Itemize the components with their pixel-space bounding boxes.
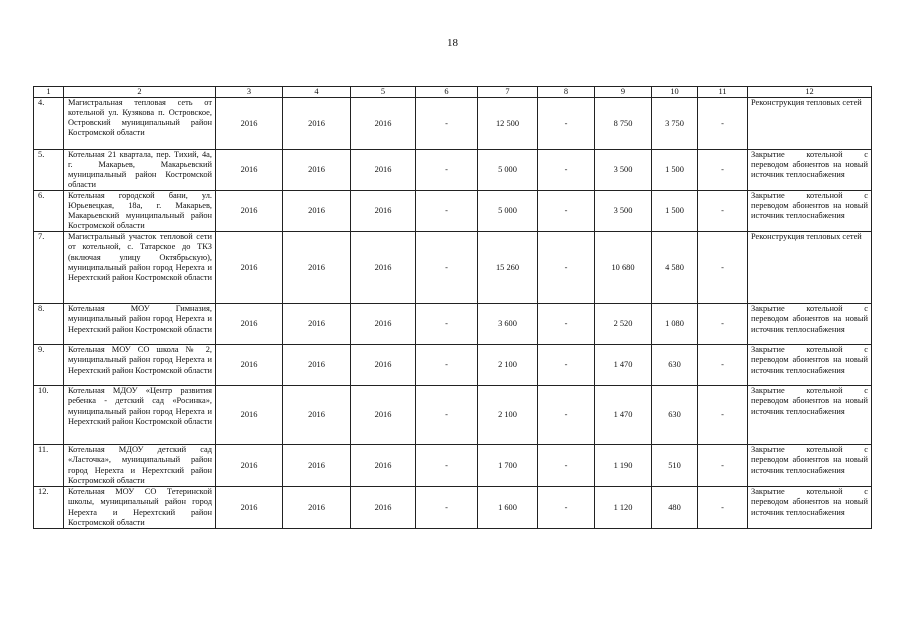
cell-c8: - bbox=[538, 445, 595, 487]
cell-c10: 3 750 bbox=[652, 98, 698, 150]
program-table bbox=[33, 86, 872, 529]
row-number: 11. bbox=[34, 445, 64, 487]
cell-c4: 2016 bbox=[283, 487, 351, 529]
cell-c6: - bbox=[416, 487, 478, 529]
cell-c6: - bbox=[416, 98, 478, 150]
cell-c7: 2 100 bbox=[478, 386, 538, 445]
cell-c4: 2016 bbox=[283, 304, 351, 345]
cell-c10: 510 bbox=[652, 445, 698, 487]
cell-c6: - bbox=[416, 191, 478, 232]
cell-c3: 2016 bbox=[216, 304, 283, 345]
cell-c7: 5 000 bbox=[478, 191, 538, 232]
cell-c5: 2016 bbox=[351, 445, 416, 487]
column-header-1: 1 bbox=[34, 87, 64, 98]
object-name: Котельная МОУ Гимназия, муниципальный район город Нерехта и Нерехтский район Костромской области bbox=[64, 304, 216, 345]
cell-c6: - bbox=[416, 304, 478, 345]
cell-c9: 1 470 bbox=[595, 386, 652, 445]
column-header-11: 11 bbox=[698, 87, 748, 98]
cell-c5: 2016 bbox=[351, 98, 416, 150]
column-header-3: 3 bbox=[216, 87, 283, 98]
cell-c8: - bbox=[538, 345, 595, 386]
table-row bbox=[34, 150, 872, 191]
cell-c11: - bbox=[698, 98, 748, 150]
cell-c9: 1 120 bbox=[595, 487, 652, 529]
cell-c11: - bbox=[698, 487, 748, 529]
measure-description: Закрытие котельной с переводом абонентов на новый источник теплоснабжения bbox=[748, 191, 872, 232]
cell-c9: 10 680 bbox=[595, 232, 652, 304]
cell-c11: - bbox=[698, 191, 748, 232]
cell-c4: 2016 bbox=[283, 191, 351, 232]
cell-c7: 1 600 bbox=[478, 487, 538, 529]
column-header-4: 4 bbox=[283, 87, 351, 98]
row-number: 7. bbox=[34, 232, 64, 304]
cell-c8: - bbox=[538, 386, 595, 445]
page-number: 18 bbox=[447, 37, 458, 49]
table-row bbox=[34, 304, 872, 345]
cell-c11: - bbox=[698, 445, 748, 487]
cell-c8: - bbox=[538, 191, 595, 232]
cell-c9: 2 520 bbox=[595, 304, 652, 345]
measure-description: Реконструкция тепловых сетей bbox=[748, 98, 872, 150]
cell-c11: - bbox=[698, 345, 748, 386]
table-row bbox=[34, 445, 872, 487]
row-number: 4. bbox=[34, 98, 64, 150]
cell-c11: - bbox=[698, 386, 748, 445]
row-number: 10. bbox=[34, 386, 64, 445]
cell-c9: 8 750 bbox=[595, 98, 652, 150]
cell-c5: 2016 bbox=[351, 487, 416, 529]
table-row bbox=[34, 345, 872, 386]
cell-c11: - bbox=[698, 232, 748, 304]
cell-c7: 2 100 bbox=[478, 345, 538, 386]
cell-c7: 5 000 bbox=[478, 150, 538, 191]
cell-c5: 2016 bbox=[351, 304, 416, 345]
cell-c9: 1 190 bbox=[595, 445, 652, 487]
row-number: 8. bbox=[34, 304, 64, 345]
column-header-5: 5 bbox=[351, 87, 416, 98]
cell-c10: 1 500 bbox=[652, 191, 698, 232]
column-header-12: 12 bbox=[748, 87, 872, 98]
cell-c8: - bbox=[538, 232, 595, 304]
table-row bbox=[34, 232, 872, 304]
cell-c10: 630 bbox=[652, 345, 698, 386]
cell-c6: - bbox=[416, 386, 478, 445]
cell-c11: - bbox=[698, 304, 748, 345]
cell-c4: 2016 bbox=[283, 98, 351, 150]
cell-c5: 2016 bbox=[351, 232, 416, 304]
table-body bbox=[34, 98, 872, 529]
cell-c7: 12 500 bbox=[478, 98, 538, 150]
cell-c6: - bbox=[416, 150, 478, 191]
cell-c10: 1 080 bbox=[652, 304, 698, 345]
table-row bbox=[34, 191, 872, 232]
cell-c5: 2016 bbox=[351, 386, 416, 445]
cell-c8: - bbox=[538, 98, 595, 150]
cell-c10: 1 500 bbox=[652, 150, 698, 191]
cell-c3: 2016 bbox=[216, 191, 283, 232]
cell-c8: - bbox=[538, 487, 595, 529]
cell-c8: - bbox=[538, 150, 595, 191]
cell-c5: 2016 bbox=[351, 345, 416, 386]
column-header-7: 7 bbox=[478, 87, 538, 98]
cell-c7: 1 700 bbox=[478, 445, 538, 487]
cell-c4: 2016 bbox=[283, 345, 351, 386]
table-row bbox=[34, 487, 872, 529]
object-name: Котельная МДОУ детский сад «Ласточка», муниципальный район город Нерехта и Нерехтский район Костромской области bbox=[64, 445, 216, 487]
cell-c8: - bbox=[538, 304, 595, 345]
cell-c6: - bbox=[416, 232, 478, 304]
cell-c11: - bbox=[698, 150, 748, 191]
cell-c3: 2016 bbox=[216, 445, 283, 487]
cell-c7: 3 600 bbox=[478, 304, 538, 345]
object-name: Магистральный участок тепловой сети от котельной, с. Татарское до ТКЗ (включая улицу Октябрьскую), муниципальный район город Нерехта и Нерехтский район Костромской области bbox=[64, 232, 216, 304]
object-name: Котельная МОУ СО школа № 2, муниципальный район город Нерехта и Нерехтский район Костромской области bbox=[64, 345, 216, 386]
measure-description: Закрытие котельной с переводом абонентов на новый источник теплоснабжения bbox=[748, 150, 872, 191]
cell-c5: 2016 bbox=[351, 191, 416, 232]
row-number: 9. bbox=[34, 345, 64, 386]
cell-c3: 2016 bbox=[216, 345, 283, 386]
table-row bbox=[34, 386, 872, 445]
cell-c7: 15 260 bbox=[478, 232, 538, 304]
cell-c9: 1 470 bbox=[595, 345, 652, 386]
cell-c3: 2016 bbox=[216, 150, 283, 191]
cell-c5: 2016 bbox=[351, 150, 416, 191]
object-name: Котельная МОУ СО Тетеринской школы, муниципальный район город Нерехта и Нерехтский район Костромской области bbox=[64, 487, 216, 529]
object-name: Котельная МДОУ «Центр развития ребенка - детский сад «Росинка», муниципальный район город Нерехта и Нерехтский район Костромской области bbox=[64, 386, 216, 445]
measure-description: Закрытие котельной с переводом абонентов на новый источник теплоснабжения bbox=[748, 445, 872, 487]
object-name: Котельная городской бани, ул. Юрьевецкая, 18а, г. Макарьев, Макарьевский муниципальный район Костромской области bbox=[64, 191, 216, 232]
cell-c3: 2016 bbox=[216, 232, 283, 304]
column-header-2: 2 bbox=[64, 87, 216, 98]
measure-description: Закрытие котельной с переводом абонентов на новый источник теплоснабжения bbox=[748, 345, 872, 386]
cell-c6: - bbox=[416, 445, 478, 487]
cell-c3: 2016 bbox=[216, 98, 283, 150]
table-row bbox=[34, 98, 872, 150]
row-number: 12. bbox=[34, 487, 64, 529]
measure-description: Реконструкция тепловых сетей bbox=[748, 232, 872, 304]
column-header-10: 10 bbox=[652, 87, 698, 98]
cell-c4: 2016 bbox=[283, 386, 351, 445]
cell-c4: 2016 bbox=[283, 232, 351, 304]
row-number: 5. bbox=[34, 150, 64, 191]
measure-description: Закрытие котельной с переводом абонентов на новый источник теплоснабжения bbox=[748, 304, 872, 345]
cell-c6: - bbox=[416, 345, 478, 386]
row-number: 6. bbox=[34, 191, 64, 232]
cell-c9: 3 500 bbox=[595, 150, 652, 191]
cell-c10: 480 bbox=[652, 487, 698, 529]
cell-c4: 2016 bbox=[283, 445, 351, 487]
column-number-row bbox=[34, 87, 872, 98]
column-header-9: 9 bbox=[595, 87, 652, 98]
cell-c3: 2016 bbox=[216, 386, 283, 445]
cell-c9: 3 500 bbox=[595, 191, 652, 232]
column-header-6: 6 bbox=[416, 87, 478, 98]
cell-c3: 2016 bbox=[216, 487, 283, 529]
measure-description: Закрытие котельной с переводом абонентов на новый источник теплоснабжения bbox=[748, 386, 872, 445]
cell-c4: 2016 bbox=[283, 150, 351, 191]
column-header-8: 8 bbox=[538, 87, 595, 98]
measure-description: Закрытие котельной с переводом абонентов на новый источник теплоснабжения bbox=[748, 487, 872, 529]
object-name: Котельная 21 квартала, пер. Тихий, 4а, г. Макарьев, Макарьевский муниципальный район Костромской области bbox=[64, 150, 216, 191]
object-name: Магистральная тепловая сеть от котельной ул. Кузякова п. Островское, Островский муниципальный район Костромской области bbox=[64, 98, 216, 150]
cell-c10: 630 bbox=[652, 386, 698, 445]
cell-c10: 4 580 bbox=[652, 232, 698, 304]
